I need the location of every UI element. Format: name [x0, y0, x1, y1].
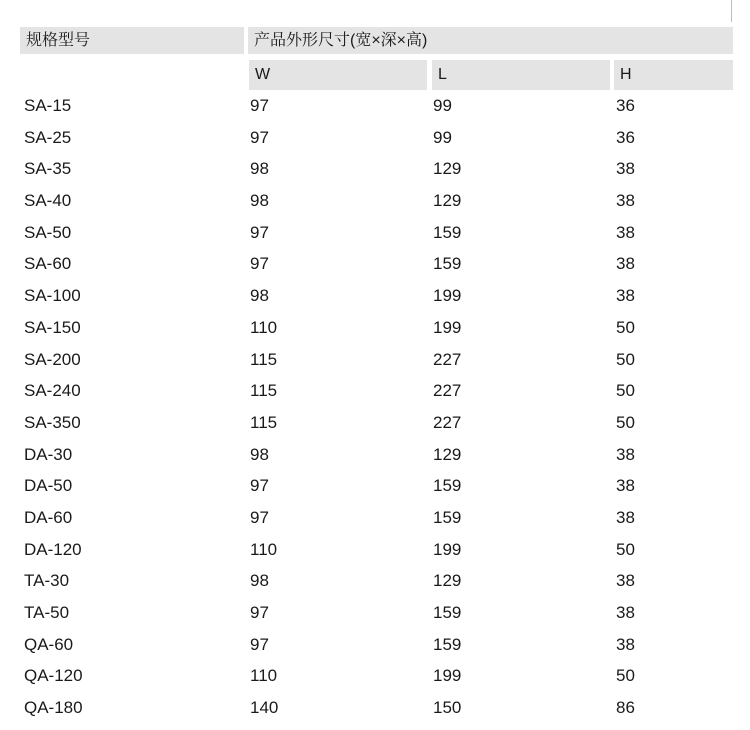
header-dimensions: 产品外形尺寸(宽×深×高)	[248, 27, 733, 54]
table-row	[20, 565, 733, 597]
header-model: 规格型号	[20, 27, 244, 54]
cell-h: 38	[616, 476, 635, 496]
cell-h: 38	[616, 191, 635, 211]
cell-l: 129	[433, 571, 462, 591]
cell-model: DA-60	[24, 507, 73, 527]
table-row	[20, 470, 733, 502]
cell-w: 98	[250, 191, 269, 211]
cell-w: 97	[250, 222, 269, 242]
cell-h: 38	[616, 444, 635, 464]
cell-h: 50	[616, 381, 635, 401]
cell-l: 129	[433, 159, 462, 179]
cell-model: SA-35	[24, 159, 72, 179]
cell-h: 38	[616, 571, 635, 591]
table-row	[20, 407, 733, 439]
cell-l: 159	[433, 476, 462, 496]
cell-model: SA-100	[24, 286, 81, 306]
table-row	[20, 185, 733, 217]
cell-l: 129	[433, 191, 462, 211]
cell-l: 129	[433, 444, 462, 464]
table-row	[20, 692, 733, 724]
cell-h: 36	[616, 96, 635, 115]
table-row	[20, 534, 733, 566]
cell-l: 159	[433, 254, 462, 274]
cell-l: 99	[433, 127, 452, 147]
cell-l: 159	[433, 603, 462, 622]
cell-model: TA-30	[24, 571, 70, 591]
table-row	[20, 248, 733, 280]
cell-w: 97	[250, 507, 269, 527]
cell-model: QA-120	[24, 666, 83, 686]
cell-l: 150	[433, 698, 462, 718]
cell-w: 110	[250, 666, 278, 686]
page-border-line	[731, 0, 732, 22]
table-row	[20, 90, 733, 122]
cell-w: 97	[250, 634, 269, 654]
cell-h: 50	[616, 666, 635, 686]
cell-h: 38	[616, 254, 635, 274]
table-row	[20, 344, 733, 376]
cell-model: SA-40	[24, 191, 72, 211]
cell-l: 227	[433, 412, 462, 432]
cell-w: 98	[250, 444, 269, 464]
table-row	[20, 122, 733, 154]
cell-h: 38	[616, 603, 635, 622]
cell-w: 115	[250, 349, 278, 369]
cell-w: 97	[250, 254, 269, 274]
cell-w: 98	[250, 286, 269, 306]
cell-model: TA-50	[24, 603, 70, 622]
cell-model: QA-60	[24, 634, 74, 654]
subheader-h: H	[614, 60, 733, 90]
cell-h: 36	[616, 127, 635, 147]
table-row	[20, 502, 733, 534]
table-row	[20, 375, 733, 407]
cell-model: SA-60	[24, 254, 72, 274]
cell-h: 50	[616, 539, 635, 559]
cell-w: 110	[250, 539, 278, 559]
cell-w: 110	[250, 317, 278, 337]
cell-l: 199	[433, 539, 462, 559]
cell-l: 199	[433, 317, 462, 337]
cell-l: 227	[433, 381, 462, 401]
cell-model: SA-50	[24, 222, 72, 242]
cell-w: 115	[250, 381, 278, 401]
cell-w: 115	[250, 412, 278, 432]
cell-h: 38	[616, 507, 635, 527]
table-row	[20, 439, 733, 471]
cell-l: 199	[433, 286, 462, 306]
cell-model: SA-350	[24, 412, 81, 432]
cell-l: 159	[433, 222, 462, 242]
cell-model: SA-150	[24, 317, 81, 337]
table-row	[20, 660, 733, 692]
table-header-row	[20, 27, 733, 54]
table-row	[20, 217, 733, 249]
cell-model: DA-30	[24, 444, 73, 464]
cell-h: 50	[616, 412, 635, 432]
cell-w: 140	[250, 698, 279, 718]
cell-h: 38	[616, 286, 635, 306]
cell-l: 159	[433, 507, 462, 527]
cell-l: 159	[433, 634, 462, 654]
table-row	[20, 280, 733, 312]
subheader-w: W	[249, 60, 427, 90]
cell-model: SA-15	[24, 96, 72, 115]
cell-w: 97	[250, 603, 269, 622]
cell-model: SA-200	[24, 349, 81, 369]
cell-l: 227	[433, 349, 462, 369]
table-row	[20, 597, 733, 629]
cell-model: SA-25	[24, 127, 72, 147]
table-row	[20, 312, 733, 344]
cell-model: QA-180	[24, 698, 83, 718]
cell-model: SA-240	[24, 381, 81, 401]
cell-model: DA-50	[24, 476, 73, 496]
cell-l: 99	[433, 96, 452, 115]
table-body	[20, 90, 733, 724]
cell-w: 98	[250, 159, 269, 179]
table-subheader-row	[20, 60, 733, 90]
cell-h: 38	[616, 222, 635, 242]
table-row	[20, 629, 733, 661]
cell-w: 97	[250, 476, 269, 496]
cell-l: 199	[433, 666, 462, 686]
cell-h: 38	[616, 634, 635, 654]
subheader-l: L	[432, 60, 610, 90]
cell-h: 50	[616, 317, 635, 337]
cell-h: 50	[616, 349, 635, 369]
cell-w: 97	[250, 127, 269, 147]
cell-w: 98	[250, 571, 269, 591]
cell-h: 86	[616, 698, 635, 718]
cell-h: 38	[616, 159, 635, 179]
table-row	[20, 153, 733, 185]
cell-model: DA-120	[24, 539, 82, 559]
cell-w: 97	[250, 96, 269, 115]
